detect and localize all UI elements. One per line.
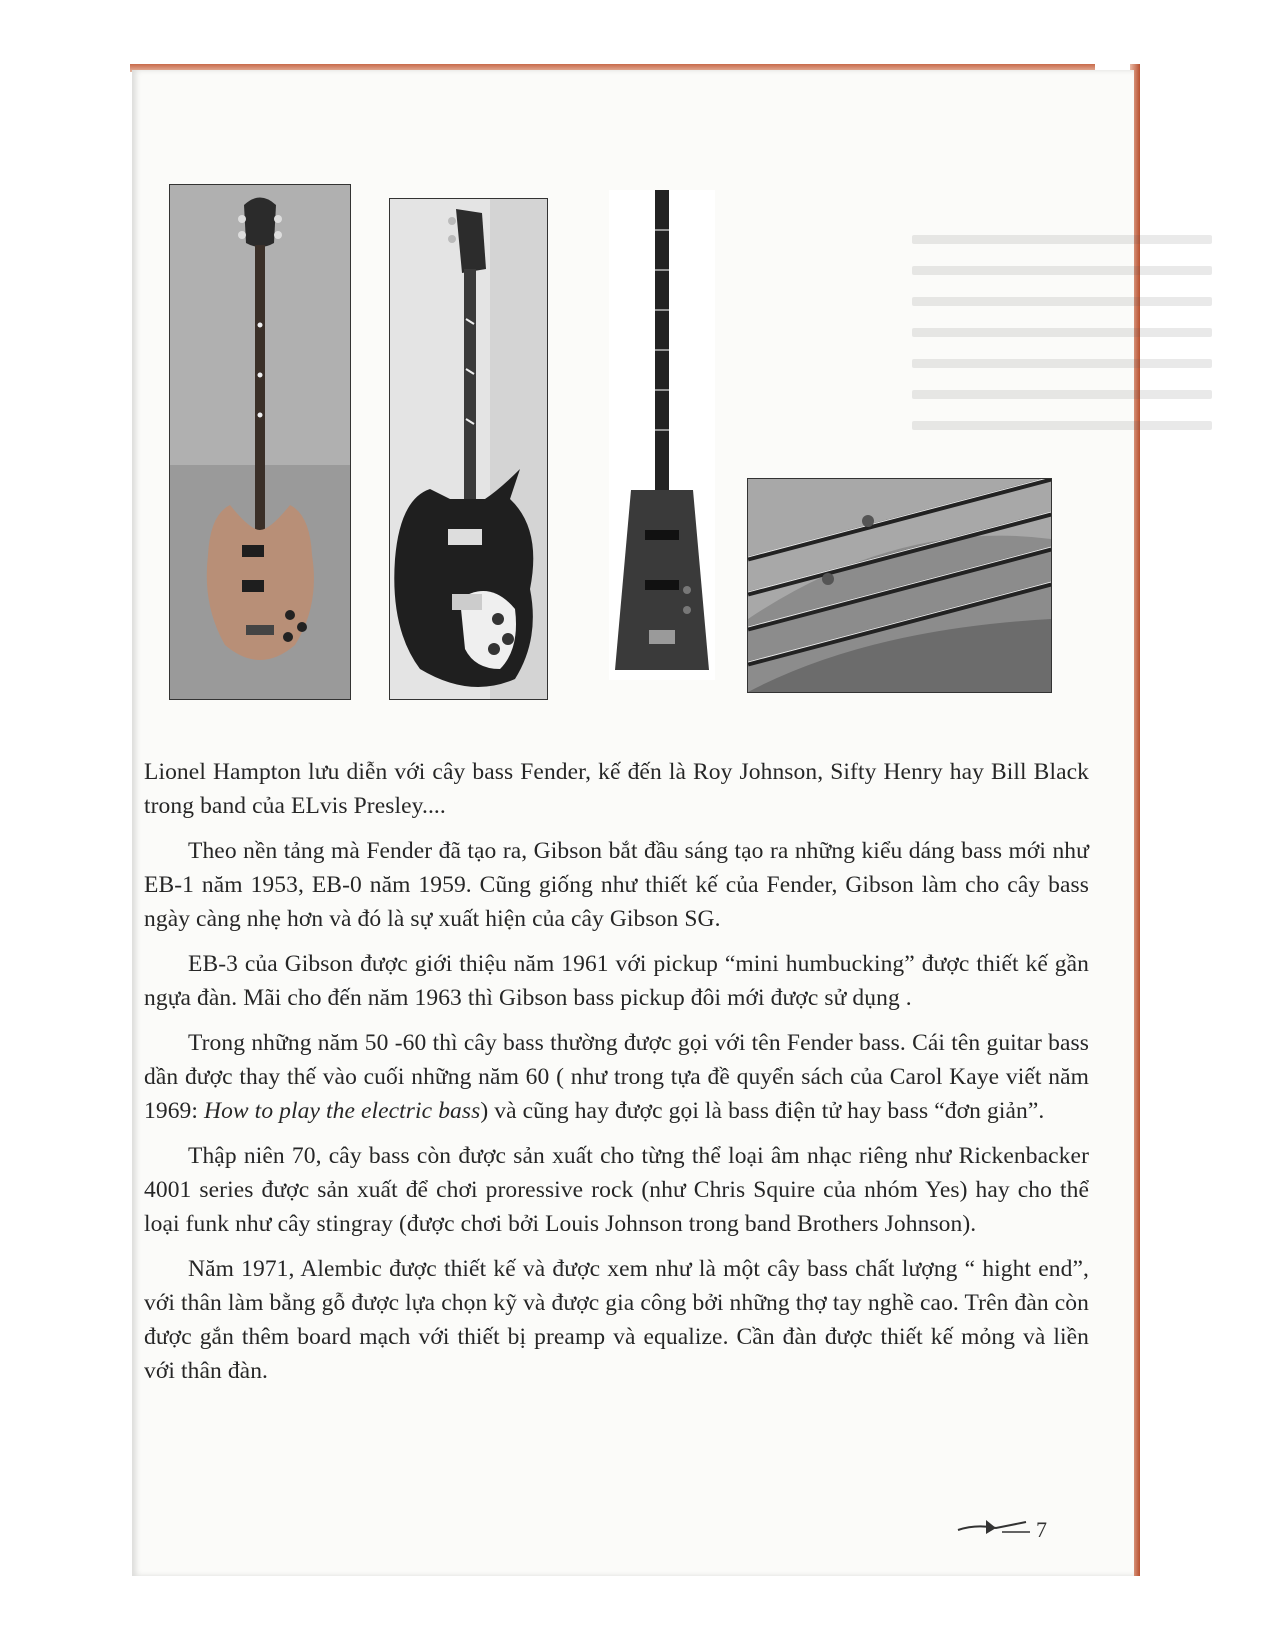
photo-headless-bass (609, 190, 715, 680)
paragraph-text: Trong những năm 50 -60 thì cây bass thường được gọi với tên Fender bass. Cái tên guitar bass dần được thay thế vào cuối những năm 60 ( như trong tựa đề quyển sách của Carol Kaye viết năm 1969: (144, 1030, 1089, 1124)
paragraph: Lionel Hampton lưu diễn với cây bass Fender, kế đến là Roy Johnson, Sifty Henry hay Bill Black trong band của ELvis Presley.... (144, 759, 1089, 819)
body-text (144, 755, 1089, 1399)
paragraph (144, 1026, 1089, 1128)
photo-rickenbacker-bass (389, 198, 548, 700)
photo-gibson-bass (169, 184, 351, 700)
page-ornament-icon (956, 1516, 1034, 1538)
paragraph: Thập niên 70, cây bass còn được sản xuất cho từng thể loại âm nhạc riêng như Rickenbacker 4001 series được sản xuất để chơi proressive rock (như Chris Squire của nhóm Yes) hay cho thể loại funk như cây stingray (được chơi bởi Louis Johnson trong band Brothers Johnson). (144, 1143, 1089, 1237)
paragraph: Theo nền tảng mà Fender đã tạo ra, Gibson bắt đầu sáng tạo ra những kiểu dáng bass mới như EB-1 năm 1953, EB-0 năm 1959. Cũng giống như thiết kế của Fender, Gibson làm cho cây bass ngày càng nhẹ hơn và đó là sự xuất hiện của cây Gibson SG. (144, 838, 1089, 932)
page-number: 7 (1036, 1517, 1047, 1542)
paragraph: EB-3 của Gibson được giới thiệu năm 1961 với pickup “mini humbucking” được thiết kế gần ngựa đàn. Mãi cho đến năm 1963 thì Gibson bass pickup đôi mới được sử dụng . (144, 951, 1089, 1011)
paragraph-text: ) và cũng hay được gọi là bass điện tử hay bass “đơn giản”. (480, 1098, 1045, 1124)
paragraph: Năm 1971, Alembic được thiết kế và được xem như là một cây bass chất lượng “ hight end”, với thân làm bằng gỗ được lựa chọn kỹ và được gia công bởi những thợ tay nghề cao. Trên đàn còn được gắn thêm board mạch với thiết bị preamp và equalize. Cần đàn được thiết kế mỏng và liền với thân đàn. (144, 1256, 1089, 1384)
photo-string-closeup (747, 478, 1052, 693)
bleed-through-text (912, 235, 1212, 475)
book-title: How to play the electric bass (204, 1098, 481, 1124)
